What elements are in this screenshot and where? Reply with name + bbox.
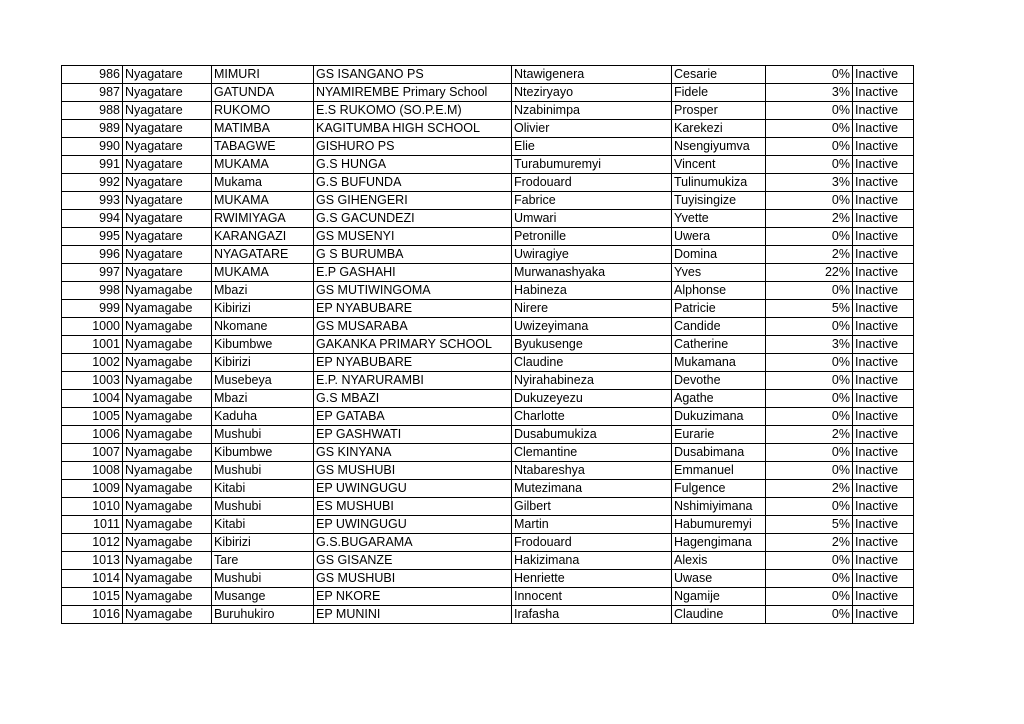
- surname-cell: Umwari: [512, 210, 672, 228]
- first-name-cell: Emmanuel: [672, 462, 766, 480]
- school-cell: EP GASHWATI: [314, 426, 512, 444]
- sector-cell: Musebeya: [212, 372, 314, 390]
- sector-cell: Mushubi: [212, 462, 314, 480]
- first-name-cell: Yves: [672, 264, 766, 282]
- row-number-cell: 989: [62, 120, 123, 138]
- status-cell: Inactive: [853, 102, 914, 120]
- sector-cell: Mukama: [212, 174, 314, 192]
- table-row: [62, 210, 914, 228]
- sector-cell: Mbazi: [212, 282, 314, 300]
- first-name-cell: Devothe: [672, 372, 766, 390]
- sector-cell: GATUNDA: [212, 84, 314, 102]
- sector-cell: NYAGATARE: [212, 246, 314, 264]
- first-name-cell: Ngamije: [672, 588, 766, 606]
- surname-cell: Ntawigenera: [512, 66, 672, 84]
- status-cell: Inactive: [853, 498, 914, 516]
- status-cell: Inactive: [853, 354, 914, 372]
- surname-cell: Habineza: [512, 282, 672, 300]
- first-name-cell: Tuyisingize: [672, 192, 766, 210]
- percent-cell: 0%: [766, 318, 853, 336]
- status-cell: Inactive: [853, 120, 914, 138]
- percent-cell: 2%: [766, 210, 853, 228]
- first-name-cell: Candide: [672, 318, 766, 336]
- first-name-cell: Dusabimana: [672, 444, 766, 462]
- school-cell: G.S.BUGARAMA: [314, 534, 512, 552]
- sector-cell: Mushubi: [212, 498, 314, 516]
- district-cell: Nyagatare: [123, 138, 212, 156]
- school-cell: EP UWINGUGU: [314, 516, 512, 534]
- table-row: [62, 516, 914, 534]
- surname-cell: Irafasha: [512, 606, 672, 624]
- sector-cell: KARANGAZI: [212, 228, 314, 246]
- row-number-cell: 986: [62, 66, 123, 84]
- district-cell: Nyamagabe: [123, 354, 212, 372]
- status-cell: Inactive: [853, 462, 914, 480]
- status-cell: Inactive: [853, 408, 914, 426]
- first-name-cell: Uwera: [672, 228, 766, 246]
- table-row: [62, 444, 914, 462]
- row-number-cell: 995: [62, 228, 123, 246]
- district-cell: Nyamagabe: [123, 318, 212, 336]
- surname-cell: Nteziryayo: [512, 84, 672, 102]
- status-cell: Inactive: [853, 264, 914, 282]
- row-number-cell: 990: [62, 138, 123, 156]
- sector-cell: Kibirizi: [212, 300, 314, 318]
- status-cell: Inactive: [853, 570, 914, 588]
- surname-cell: Nyirahabineza: [512, 372, 672, 390]
- percent-cell: 2%: [766, 426, 853, 444]
- table-row: [62, 480, 914, 498]
- table-row: [62, 246, 914, 264]
- row-number-cell: 998: [62, 282, 123, 300]
- sector-cell: RWIMIYAGA: [212, 210, 314, 228]
- first-name-cell: Alexis: [672, 552, 766, 570]
- row-number-cell: 992: [62, 174, 123, 192]
- status-cell: Inactive: [853, 390, 914, 408]
- school-cell: G.S HUNGA: [314, 156, 512, 174]
- table-row: [62, 228, 914, 246]
- first-name-cell: Habumuremyi: [672, 516, 766, 534]
- school-cell: E.P GASHAHI: [314, 264, 512, 282]
- status-cell: Inactive: [853, 552, 914, 570]
- row-number-cell: 1010: [62, 498, 123, 516]
- first-name-cell: Nsengiyumva: [672, 138, 766, 156]
- surname-cell: Petronille: [512, 228, 672, 246]
- table-row: [62, 390, 914, 408]
- school-cell: GAKANKA PRIMARY SCHOOL: [314, 336, 512, 354]
- school-cell: G.S GACUNDEZI: [314, 210, 512, 228]
- first-name-cell: Cesarie: [672, 66, 766, 84]
- table-row: [62, 264, 914, 282]
- first-name-cell: Prosper: [672, 102, 766, 120]
- percent-cell: 3%: [766, 174, 853, 192]
- sector-cell: TABAGWE: [212, 138, 314, 156]
- surname-cell: Dusabumukiza: [512, 426, 672, 444]
- district-cell: Nyamagabe: [123, 444, 212, 462]
- first-name-cell: Agathe: [672, 390, 766, 408]
- surname-cell: Dukuzeyezu: [512, 390, 672, 408]
- percent-cell: 0%: [766, 138, 853, 156]
- percent-cell: 0%: [766, 390, 853, 408]
- district-cell: Nyagatare: [123, 66, 212, 84]
- data-table: [61, 65, 914, 624]
- table-row: [62, 354, 914, 372]
- row-number-cell: 1006: [62, 426, 123, 444]
- table-row: [62, 66, 914, 84]
- district-cell: Nyamagabe: [123, 498, 212, 516]
- surname-cell: Ntabareshya: [512, 462, 672, 480]
- first-name-cell: Claudine: [672, 606, 766, 624]
- school-cell: GISHURO PS: [314, 138, 512, 156]
- row-number-cell: 1013: [62, 552, 123, 570]
- table-row: [62, 318, 914, 336]
- school-cell: E.P. NYARURAMBI: [314, 372, 512, 390]
- school-cell: GS MUSARABA: [314, 318, 512, 336]
- school-cell: EP NYABUBARE: [314, 300, 512, 318]
- status-cell: Inactive: [853, 300, 914, 318]
- first-name-cell: Catherine: [672, 336, 766, 354]
- district-cell: Nyagatare: [123, 120, 212, 138]
- school-cell: GS ISANGANO PS: [314, 66, 512, 84]
- sector-cell: Kibirizi: [212, 534, 314, 552]
- percent-cell: 0%: [766, 228, 853, 246]
- first-name-cell: Domina: [672, 246, 766, 264]
- school-cell: GS MUSENYI: [314, 228, 512, 246]
- school-cell: EP UWINGUGU: [314, 480, 512, 498]
- district-cell: Nyamagabe: [123, 480, 212, 498]
- district-cell: Nyamagabe: [123, 516, 212, 534]
- row-number-cell: 1015: [62, 588, 123, 606]
- row-number-cell: 1005: [62, 408, 123, 426]
- surname-cell: Uwiragiye: [512, 246, 672, 264]
- district-cell: Nyamagabe: [123, 534, 212, 552]
- row-number-cell: 1000: [62, 318, 123, 336]
- table-row: [62, 336, 914, 354]
- percent-cell: 2%: [766, 534, 853, 552]
- status-cell: Inactive: [853, 318, 914, 336]
- percent-cell: 0%: [766, 66, 853, 84]
- district-cell: Nyamagabe: [123, 552, 212, 570]
- table-row: [62, 84, 914, 102]
- percent-cell: 0%: [766, 282, 853, 300]
- district-cell: Nyagatare: [123, 156, 212, 174]
- status-cell: Inactive: [853, 84, 914, 102]
- district-cell: Nyamagabe: [123, 588, 212, 606]
- first-name-cell: Dukuzimana: [672, 408, 766, 426]
- status-cell: Inactive: [853, 588, 914, 606]
- district-cell: Nyamagabe: [123, 408, 212, 426]
- school-cell: GS MUSHUBI: [314, 462, 512, 480]
- table-row: [62, 498, 914, 516]
- status-cell: Inactive: [853, 228, 914, 246]
- first-name-cell: Vincent: [672, 156, 766, 174]
- surname-cell: Nirere: [512, 300, 672, 318]
- row-number-cell: 1007: [62, 444, 123, 462]
- sector-cell: Mbazi: [212, 390, 314, 408]
- first-name-cell: Yvette: [672, 210, 766, 228]
- status-cell: Inactive: [853, 282, 914, 300]
- percent-cell: 0%: [766, 192, 853, 210]
- sector-cell: Tare: [212, 552, 314, 570]
- row-number-cell: 997: [62, 264, 123, 282]
- percent-cell: 2%: [766, 246, 853, 264]
- surname-cell: Hakizimana: [512, 552, 672, 570]
- sector-cell: Kaduha: [212, 408, 314, 426]
- surname-cell: Clemantine: [512, 444, 672, 462]
- sector-cell: Mushubi: [212, 426, 314, 444]
- school-cell: NYAMIREMBE Primary School: [314, 84, 512, 102]
- percent-cell: 0%: [766, 570, 853, 588]
- district-cell: Nyamagabe: [123, 570, 212, 588]
- surname-cell: Gilbert: [512, 498, 672, 516]
- surname-cell: Mutezimana: [512, 480, 672, 498]
- school-cell: EP NKORE: [314, 588, 512, 606]
- percent-cell: 0%: [766, 372, 853, 390]
- sector-cell: MUKAMA: [212, 264, 314, 282]
- row-number-cell: 1014: [62, 570, 123, 588]
- row-number-cell: 1003: [62, 372, 123, 390]
- table-row: [62, 606, 914, 624]
- percent-cell: 2%: [766, 480, 853, 498]
- table-row: [62, 426, 914, 444]
- status-cell: Inactive: [853, 534, 914, 552]
- percent-cell: 0%: [766, 354, 853, 372]
- school-cell: GS MUTIWINGOMA: [314, 282, 512, 300]
- row-number-cell: 996: [62, 246, 123, 264]
- table-row: [62, 552, 914, 570]
- surname-cell: Innocent: [512, 588, 672, 606]
- district-cell: Nyagatare: [123, 192, 212, 210]
- status-cell: Inactive: [853, 372, 914, 390]
- table-row: [62, 102, 914, 120]
- sector-cell: Kibumbwe: [212, 336, 314, 354]
- table-row: [62, 174, 914, 192]
- row-number-cell: 1004: [62, 390, 123, 408]
- row-number-cell: 1012: [62, 534, 123, 552]
- surname-cell: Frodouard: [512, 174, 672, 192]
- row-number-cell: 1008: [62, 462, 123, 480]
- surname-cell: Martin: [512, 516, 672, 534]
- percent-cell: 0%: [766, 102, 853, 120]
- school-cell: GS GIHENGERI: [314, 192, 512, 210]
- status-cell: Inactive: [853, 246, 914, 264]
- surname-cell: Byukusenge: [512, 336, 672, 354]
- status-cell: Inactive: [853, 192, 914, 210]
- first-name-cell: Karekezi: [672, 120, 766, 138]
- surname-cell: Murwanashyaka: [512, 264, 672, 282]
- surname-cell: Henriette: [512, 570, 672, 588]
- table-row: [62, 372, 914, 390]
- status-cell: Inactive: [853, 516, 914, 534]
- percent-cell: 0%: [766, 588, 853, 606]
- row-number-cell: 1016: [62, 606, 123, 624]
- surname-cell: Olivier: [512, 120, 672, 138]
- first-name-cell: Nshimiyimana: [672, 498, 766, 516]
- percent-cell: 0%: [766, 408, 853, 426]
- first-name-cell: Fulgence: [672, 480, 766, 498]
- sector-cell: MUKAMA: [212, 192, 314, 210]
- first-name-cell: Mukamana: [672, 354, 766, 372]
- status-cell: Inactive: [853, 66, 914, 84]
- school-cell: ES MUSHUBI: [314, 498, 512, 516]
- percent-cell: 0%: [766, 552, 853, 570]
- percent-cell: 0%: [766, 498, 853, 516]
- district-cell: Nyamagabe: [123, 282, 212, 300]
- status-cell: Inactive: [853, 210, 914, 228]
- first-name-cell: Eurarie: [672, 426, 766, 444]
- school-cell: GS GISANZE: [314, 552, 512, 570]
- percent-cell: 5%: [766, 516, 853, 534]
- table-row: [62, 300, 914, 318]
- status-cell: Inactive: [853, 174, 914, 192]
- table-row: [62, 588, 914, 606]
- percent-cell: 0%: [766, 606, 853, 624]
- sector-cell: Kitabi: [212, 480, 314, 498]
- sector-cell: MUKAMA: [212, 156, 314, 174]
- sector-cell: MATIMBA: [212, 120, 314, 138]
- table-row: [62, 156, 914, 174]
- row-number-cell: 999: [62, 300, 123, 318]
- row-number-cell: 1002: [62, 354, 123, 372]
- surname-cell: Fabrice: [512, 192, 672, 210]
- district-cell: Nyagatare: [123, 102, 212, 120]
- school-cell: G.S MBAZI: [314, 390, 512, 408]
- first-name-cell: Fidele: [672, 84, 766, 102]
- row-number-cell: 988: [62, 102, 123, 120]
- district-cell: Nyamagabe: [123, 300, 212, 318]
- surname-cell: Frodouard: [512, 534, 672, 552]
- district-cell: Nyamagabe: [123, 336, 212, 354]
- surname-cell: Uwizeyimana: [512, 318, 672, 336]
- sector-cell: Kibirizi: [212, 354, 314, 372]
- district-cell: Nyagatare: [123, 210, 212, 228]
- sector-cell: RUKOMO: [212, 102, 314, 120]
- table-row: [62, 192, 914, 210]
- district-cell: Nyagatare: [123, 246, 212, 264]
- school-cell: EP MUNINI: [314, 606, 512, 624]
- row-number-cell: 1011: [62, 516, 123, 534]
- row-number-cell: 1001: [62, 336, 123, 354]
- row-number-cell: 1009: [62, 480, 123, 498]
- district-cell: Nyagatare: [123, 264, 212, 282]
- district-cell: Nyamagabe: [123, 426, 212, 444]
- row-number-cell: 993: [62, 192, 123, 210]
- percent-cell: 0%: [766, 120, 853, 138]
- surname-cell: Turabumuremyi: [512, 156, 672, 174]
- sector-cell: Kibumbwe: [212, 444, 314, 462]
- first-name-cell: Uwase: [672, 570, 766, 588]
- status-cell: Inactive: [853, 426, 914, 444]
- first-name-cell: Patricie: [672, 300, 766, 318]
- district-cell: Nyamagabe: [123, 606, 212, 624]
- sector-cell: Musange: [212, 588, 314, 606]
- status-cell: Inactive: [853, 138, 914, 156]
- school-cell: EP GATABA: [314, 408, 512, 426]
- percent-cell: 5%: [766, 300, 853, 318]
- row-number-cell: 991: [62, 156, 123, 174]
- sector-cell: Nkomane: [212, 318, 314, 336]
- first-name-cell: Hagengimana: [672, 534, 766, 552]
- district-cell: Nyagatare: [123, 174, 212, 192]
- table-row: [62, 138, 914, 156]
- surname-cell: Elie: [512, 138, 672, 156]
- row-number-cell: 994: [62, 210, 123, 228]
- school-cell: GS KINYANA: [314, 444, 512, 462]
- first-name-cell: Tulinumukiza: [672, 174, 766, 192]
- school-cell: G.S BUFUNDA: [314, 174, 512, 192]
- percent-cell: 0%: [766, 444, 853, 462]
- surname-cell: Charlotte: [512, 408, 672, 426]
- district-cell: Nyamagabe: [123, 462, 212, 480]
- school-cell: E.S RUKOMO (SO.P.E.M): [314, 102, 512, 120]
- percent-cell: 0%: [766, 462, 853, 480]
- row-number-cell: 987: [62, 84, 123, 102]
- status-cell: Inactive: [853, 336, 914, 354]
- surname-cell: Nzabinimpa: [512, 102, 672, 120]
- table-row: [62, 120, 914, 138]
- sector-cell: MIMURI: [212, 66, 314, 84]
- table-body: [62, 66, 914, 624]
- percent-cell: 22%: [766, 264, 853, 282]
- surname-cell: Claudine: [512, 354, 672, 372]
- district-cell: Nyagatare: [123, 84, 212, 102]
- percent-cell: 3%: [766, 84, 853, 102]
- table-row: [62, 282, 914, 300]
- status-cell: Inactive: [853, 606, 914, 624]
- status-cell: Inactive: [853, 444, 914, 462]
- school-cell: EP NYABUBARE: [314, 354, 512, 372]
- district-cell: Nyamagabe: [123, 372, 212, 390]
- first-name-cell: Alphonse: [672, 282, 766, 300]
- district-cell: Nyamagabe: [123, 390, 212, 408]
- sector-cell: Kitabi: [212, 516, 314, 534]
- table-row: [62, 570, 914, 588]
- status-cell: Inactive: [853, 156, 914, 174]
- school-cell: GS MUSHUBI: [314, 570, 512, 588]
- sector-cell: Mushubi: [212, 570, 314, 588]
- percent-cell: 0%: [766, 156, 853, 174]
- district-cell: Nyagatare: [123, 228, 212, 246]
- school-cell: KAGITUMBA HIGH SCHOOL: [314, 120, 512, 138]
- table-row: [62, 462, 914, 480]
- table-row: [62, 408, 914, 426]
- percent-cell: 3%: [766, 336, 853, 354]
- status-cell: Inactive: [853, 480, 914, 498]
- school-cell: G S BURUMBA: [314, 246, 512, 264]
- sector-cell: Buruhukiro: [212, 606, 314, 624]
- table-row: [62, 534, 914, 552]
